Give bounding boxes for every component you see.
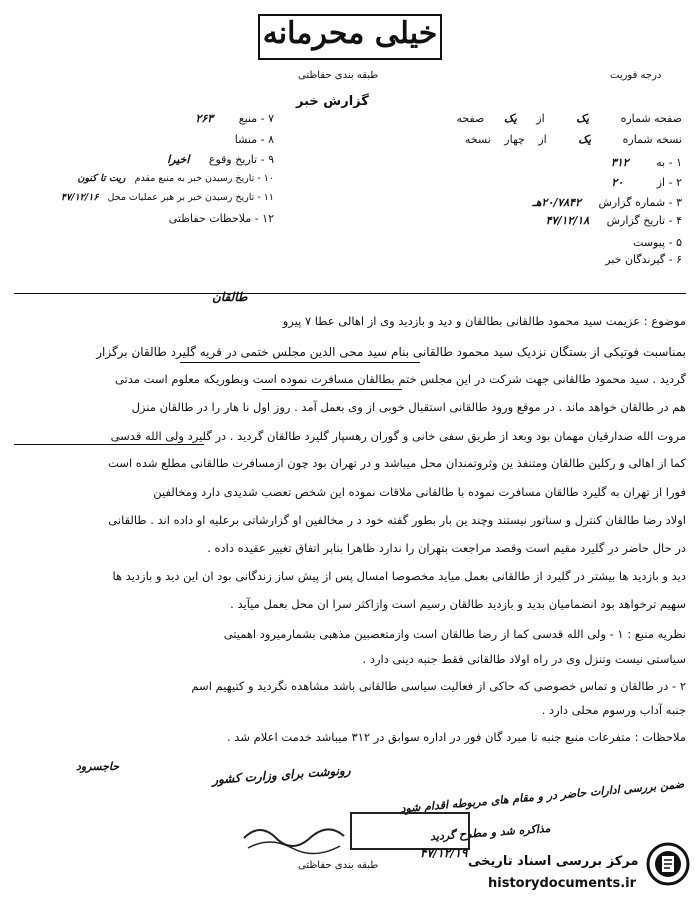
subject-line: موضوع : عزیمت سید محمود طالقانی بطالقان و دید و بازدید وی از اهالی عطا ۷ پیرو xyxy=(282,314,686,328)
field-value: یک xyxy=(578,133,592,146)
field-value: ۲۰ xyxy=(611,176,624,189)
field-value: ۲۰/۷۸۴۲هـ xyxy=(532,196,581,209)
handwritten-note: رونوشت برای وزارت کشور xyxy=(211,763,351,787)
body-line: کما از اهالی و رکلین طالقان ومتنفذ ین وثروتمندان محل میباشد و در تهران بود چون ازمسافرت طالقانی مطلع شده است xyxy=(108,456,686,470)
field-label: ۴ - تاریخ گزارش xyxy=(606,214,682,227)
field-suffix: نسخه xyxy=(464,133,491,146)
field-label: صفحه شماره xyxy=(620,112,682,125)
field-value: ۲۶۳ xyxy=(195,112,214,125)
handwritten-note: ضمن بررسی ادارات حاضر در و مقام های مربوطه اقدام شود xyxy=(399,777,685,816)
body-line: در حال حاضر در گلیرد مقیم است وقصد مراجعت بتهران را ندارد ظاهرا بنابر اتفاق تغییر عقیده داده . xyxy=(207,541,686,555)
underline xyxy=(180,362,420,363)
body-line: دید و بازدید ها بیشتر در گلیرد از طالقانی بعمل میاید مخصوصا امسال پس از پیش ساز زندگانی بود ان این دید و بازدید ها xyxy=(112,569,686,583)
body-line: هم در طالقان خواهد ماند . در موقع ورود طالقانی استقبال خوبی از وی بعمل آمد . روز اول نا هار را در طالقان منزل xyxy=(131,400,686,414)
field-label: ۵ - پیوست xyxy=(633,236,682,249)
body-line: فورا از تهران به گلیرد طالقان مسافرت نموده با طالقانی ملاقات نموده این شخص تعصب شدیدی دارد ومخالفین xyxy=(153,485,686,499)
body-line: نظریه منبع : ۱ - ولی الله قدسی کما از رضا طالقان است وازمتعصبین مذهبی بشمارمیرود اهمیتی xyxy=(223,627,686,641)
body-line: مروت الله صدارقیان مهمان بود وبعد از طریق سفی خانی و گوران رهسپار گلیرد طالقان گردید . در گلیرد ولی الله قدسی xyxy=(110,429,686,443)
body-line: جنبه آداب ورسوم محلی دارد . xyxy=(541,703,686,717)
field-operations-date xyxy=(14,192,274,203)
underline xyxy=(262,389,402,390)
field-value: ۴۷/۱۲/۱۶ xyxy=(60,192,99,203)
field-from xyxy=(402,176,682,189)
security-subtitle: طبقه بندی حفاظتی xyxy=(298,70,379,81)
field-mid: از xyxy=(536,112,545,125)
body-line: ۲ - در طالقان و تماس خصوصی که حاکی از فعالیت سیاسی طالقانی باشد مشاهده نگردید و کتیهیم اسم xyxy=(191,679,686,693)
field-origin xyxy=(14,133,274,146)
stamp-box xyxy=(350,812,470,850)
field-value: ۴۷/۱۲/۱۸ xyxy=(545,214,590,227)
field-mid: از xyxy=(538,133,547,146)
field-recipients xyxy=(402,253,682,266)
scribble-mark xyxy=(240,818,350,858)
body-line: گردید . سید محمود طالقانی جهت شرکت در این مجلس ختم بطالقان مسافرت نموده است وبطوریکه معلوم است مدتی xyxy=(114,372,686,386)
doc-title: گزارش خبر xyxy=(296,94,369,109)
field-value2: یک xyxy=(503,112,517,125)
field-value: ریت تا کنون xyxy=(77,173,126,184)
subject-handwritten: طالقان xyxy=(212,290,248,304)
field-page-number xyxy=(402,112,682,125)
body-line: اولاد رضا طالقان کنترل و سناتور نیستند وچند ین بار بطور گفته خود د ر مخالفین او گزارشاتی برعلیه او داده اند . طالقانی xyxy=(108,513,686,527)
field-occurrence-date xyxy=(14,153,274,166)
field-security-notes xyxy=(14,212,274,225)
field-label: ۸ - منشا xyxy=(234,133,274,146)
field-attachment xyxy=(402,236,682,249)
handwritten-note: مذاکره شد و مطرح گردید xyxy=(429,821,551,844)
field-label: ۱ - به xyxy=(656,156,682,169)
field-label: ۲ - از xyxy=(656,176,682,189)
field-source xyxy=(14,112,274,125)
field-value: ۳۱۲ xyxy=(610,156,629,169)
body-line: ملاحظات : متفرعات منبع جنبه تا مبرد گان فور در اداره سوابق در ۳۱۲ میباشد خدمت اعلام شد . xyxy=(227,730,686,744)
field-report-number xyxy=(402,196,682,209)
field-label: ۶ - گیرندگان خبر xyxy=(605,253,682,266)
field-to xyxy=(402,156,682,169)
stamp-number: ۴۷/۱۲/۱۹ xyxy=(420,846,468,860)
field-value2: چهار xyxy=(504,133,525,146)
body-line: بمناسبت فوتیکی از بستگان نزدیک سید محمود طالقانی بنام سید محی الدین مجلس ختمی در قریه گلیرد طالقان برگزار xyxy=(96,345,686,359)
header-separator xyxy=(14,293,686,294)
field-label: ۹ - تاریخ وقوع xyxy=(208,153,274,166)
field-suffix: صفحه xyxy=(456,112,485,125)
field-copy-number xyxy=(402,133,682,146)
watermark-logo-icon xyxy=(646,842,690,886)
field-label: نسخه شماره xyxy=(622,133,682,146)
classification-title: خیلی محرمانه xyxy=(262,16,438,51)
field-label: ۳ - شماره گزارش xyxy=(598,196,682,209)
urgency-label: درجه فوریت xyxy=(610,70,662,81)
body-line: سهیم ترخواهد بود انضمامیان بدید و بازدید طالقان رسیم است وازاکثر سرا ان محل بعمل میآید . xyxy=(230,597,686,611)
body-line: سیاستی نیست وتنزل وی در راه اولاد طالقانی فقط جنبه دینی دارد . xyxy=(362,652,686,666)
signature-name: حاجسرود xyxy=(76,760,120,773)
field-received-date xyxy=(14,173,274,184)
watermark-title: مرکز بررسی اسناد تاریخی xyxy=(468,854,639,869)
field-value: یک xyxy=(576,112,590,125)
field-value: اخیرا xyxy=(167,153,190,166)
watermark-url: historydocuments.ir xyxy=(488,876,637,891)
field-label: ۱۲ - ملاحظات حفاظتی xyxy=(168,212,274,225)
field-report-date xyxy=(402,214,682,227)
underline xyxy=(14,444,204,445)
field-label: ۱۱ - تاریخ رسیدن خبر بر هبر عملیات محل xyxy=(107,192,274,203)
bottom-security-subtitle: طبقه بندی حفاظتی xyxy=(298,860,379,871)
field-label: ۱۰ - تاریخ رسیدن خبر به منبع مقدم xyxy=(134,173,274,184)
field-label: ۷ - منبع xyxy=(238,112,274,125)
